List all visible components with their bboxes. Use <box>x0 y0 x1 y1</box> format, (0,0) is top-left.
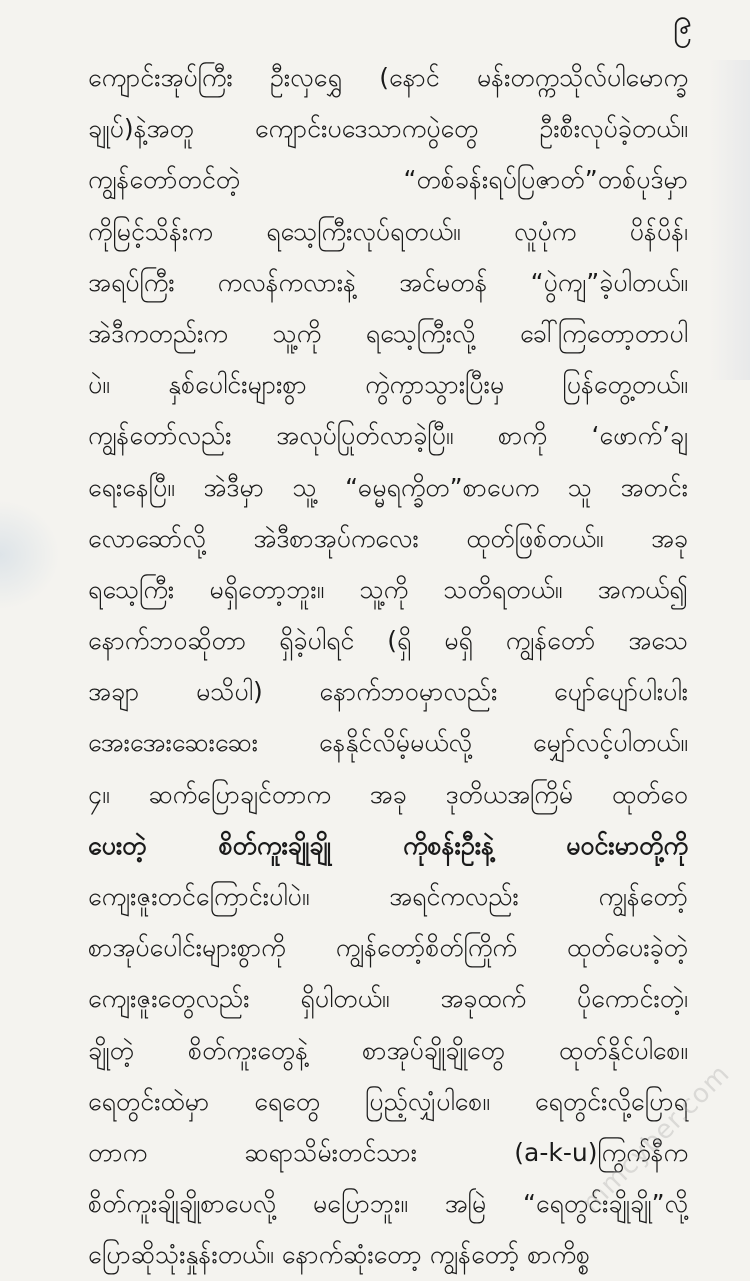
page-edge-shadow <box>710 60 750 380</box>
text-line: အေးအေးဆေးဆေး နေနိုင်လိမ့်မယ်လို့ မျှော်လင့်ပါတယ်။ <box>88 728 688 758</box>
text-line: တာက ဆရာသိမ်းတင်သား (a-k-u)ကြွက်နီက <box>88 1137 688 1167</box>
text-line: ပြောဆိုသုံးနှုန်းတယ်။ နောက်ဆုံးတော့ ကျွန်တော့် စာကိစ္စ <box>88 1240 591 1270</box>
watermark: mmcyber.com <box>576 1058 736 1219</box>
text-line: ရသေ့ကြီး မရှိတော့ဘူး။ သူ့ကို သတိရတယ်။ အကယ်၍ <box>88 574 688 604</box>
text-line: ၄။ ဆက်ပြောချင်တာက အခု ဒုတိယအကြိမ် ထုတ်ဝေ <box>88 779 688 809</box>
text-line: ရေးနေပြီ။ အဲဒီမှာ သူ့ “ဓမ္မရက္ခိတ”စာပေက သူ အတင်း <box>88 472 688 502</box>
text-line: စိတ်ကူးချိုချိုစာပေလို့ မပြောဘူး။ အမြဲ “ရေတွင်းချိုချို”လို့ <box>88 1189 688 1219</box>
text-line: ရေတွင်းထဲမှာ ရေတွေ ပြည့်လျှံပါစေ။ ရေတွင်းလို့ပြောရ <box>88 1086 688 1116</box>
text-line: ပဲ။ နှစ်ပေါင်းများစွာ ကွဲကွာသွားပြီးမှ ပြန်တွေ့တယ်။ <box>88 370 688 400</box>
text-line: ကျေးဇူးတင်ကြောင်းပါပဲ။ အရင်ကလည်း ကျွန်တော့် <box>88 882 688 911</box>
text-line: အရပ်ကြီး ကလန်ကလားနဲ့ အင်မတန် “ပွဲကျ”ခဲ့ပါတယ်။ <box>88 267 688 297</box>
text-line: ကိုမြင့်သိန်းက ရသေ့ကြီးလုပ်ရတယ်။ လူပုံက ပိန်ပိန်၊ <box>88 216 688 246</box>
text-line: ကျောင်းအုပ်ကြီး ဦးလှရွှေ (နောင် မန်းတက္ကသိုလ်ပါမောက္ခ <box>88 63 688 92</box>
body-text <box>88 52 688 1281</box>
text-line: နောက်ဘဝဆိုတာ ရှိခဲ့ပါရင် (ရှိ မရှိ ကျွန်တော် အသေ <box>88 626 688 656</box>
text-line: ချုပ်)နဲ့အတူ ကျောင်းပဒေသာကပွဲတွေ ဦးစီးလုပ်ခဲ့တယ်။ <box>88 114 688 144</box>
text-line: အဲဒီကတည်းက သူ့ကို ရသေ့ကြီးလို့ ခေါ်ကြတော့တာပါ <box>88 318 688 348</box>
text-line-bold: ပေးတဲ့ စိတ်ကူးချိုချို ကိုစန်းဦးနဲ့ မဝင်းမာတို့ကို <box>88 830 688 860</box>
text-line: ကျေးဇူးတွေလည်း ရှိပါတယ်။ အခုထက် ပိုကောင်းတဲ့၊ <box>88 984 688 1014</box>
text-line: ချိုတဲ့ စိတ်ကူးတွေနဲ့ စာအုပ်ချိုချိုတွေ ထုတ်နိုင်ပါစေ။ <box>88 1035 688 1065</box>
bleed-through-smudge <box>0 500 60 610</box>
text-line: အချာ မသိပါ) နောက်ဘဝမှာလည်း ပျော်ပျော်ပါးပါး <box>88 677 688 707</box>
text-line: လောဆော်လို့ အဲဒီစာအုပ်ကလေး ထုတ်ဖြစ်တယ်။ အခု <box>88 523 688 553</box>
text-line: စာအုပ်ပေါင်းများစွာကို ကျွန်တော့်စိတ်ကြိုက် ထုတ်ပေးခဲ့တဲ့ <box>88 933 688 963</box>
text-line: ကျွန်တော်လည်း အလုပ်ပြုတ်လာခဲ့ပြီ။ စာကို ‘ဖောက်’ချ <box>88 421 688 451</box>
page-number: ၉ <box>672 2 692 42</box>
text-line: ကျွန်တော်တင်တဲ့ “တစ်ခန်းရပ်ပြဇာတ်”တစ်ပုဒ်မှာ <box>88 165 688 195</box>
